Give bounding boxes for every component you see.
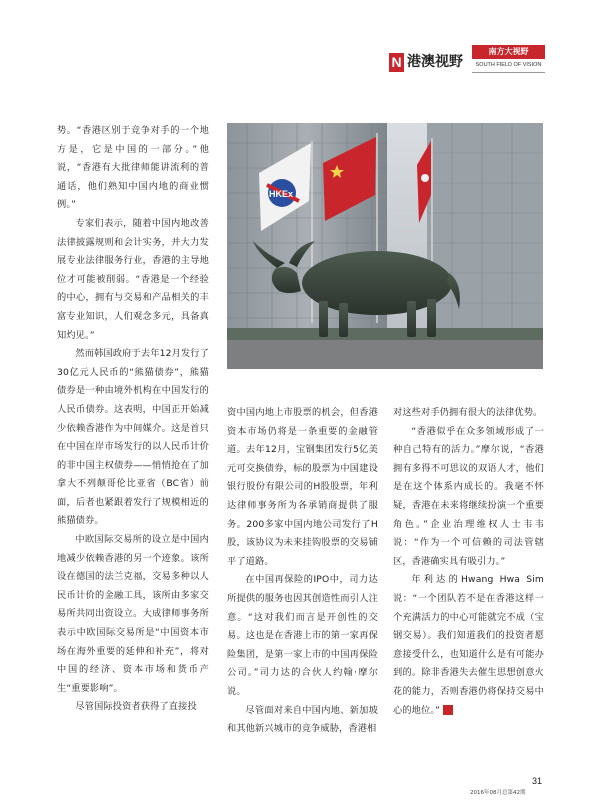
paragraph: 资中国内地上市股票的机会，但香港资本市场仍将是一条重要的金融管道。去年12月，宝钢集团发行5亿美元可交换债券，标的股票为中国建设银行股份有限公司的H股股票，年利达律师事务所为各承销商提供了服务。200多家中国内地公司发行了H股，该协议为未来挂钩股票的交易铺平了道路。 (227, 407, 378, 567)
end-mark-icon: N (443, 705, 453, 715)
magazine-header (389, 45, 549, 77)
paragraph-text: 年利达的Hwang Hwa Sim说：“一个团队若不是在香港这样一个充满活力的中心可能就完不成（宝钢交易）。我们知道我们的投资者愿意接受什么，也知道什么是有可能办到的。除非香港失去催生思想创意火花的能力，否则香港仍将保持交易中心的地位。” (393, 574, 544, 716)
section-title-en: SOUTH FIELD OF VISION (472, 59, 545, 73)
paragraph: 尽管国际投资者获得了直接投 (75, 701, 197, 713)
paragraph: 对这些对手仍拥有很大的法律优势。 (393, 407, 543, 418)
paragraph: 中欧国际交易所的设立是中国内地减少依赖香港的另一个迹象。该所设在德国的法兰克福，交易多种以人民币计价的金融工具，该所由多家交易所共同出资设立。大成律师事务所表示中欧国际交易所是“中国资本市场在海外重要的延伸和补充”，将对中国的经济、资本市场和货币产生“重要影响”。 (57, 534, 209, 694)
column-brand: 港澳视野 (407, 54, 463, 70)
paragraph: 尽管面对来自中国内地、新加坡和其他新兴城市的竞争威胁，香港相 (227, 704, 378, 735)
article-column-1 (57, 122, 209, 717)
article-column-2 (227, 404, 378, 739)
paragraph (393, 571, 544, 720)
page-number: 31 (531, 776, 542, 786)
issue-info: 2016年08月总第42期 (470, 790, 526, 796)
section-title-cn: 南方大视野 (472, 45, 545, 59)
paragraph: 然而韩国政府于去年12月发行了30亿元人民币的“熊猫债券”，熊猫债券是一种由境外机构在中国发行的人民币债券。这表明，中国正开始减少依赖香港作为中间媒介。这是首只在中国在岸市场发行的以人民币计价的非中国主权债券——悄悄抢在了加拿大不列颠哥伦比亚省（BC省）前面，后者也紧跟着发行了规模相近的熊猫债券。 (57, 348, 209, 527)
paragraph: 势。“香港区别于竞争对手的一个地方是，它是中国的一部分。”他说，“香港有大批律师能讲流利的普通话，他们熟知中国内地的商业惯例。” (57, 125, 209, 211)
paragraph: “香港似乎在众多领域形成了一种自己特有的活力。”摩尔说，“香港拥有多得不可思议的双语人才，他们是在这个体系内成长的。我毫不怀疑，香港在未来将继续扮演一个重要角色。”企业治理维权人士韦韦说：“作为一个可信赖的司法管辖区，香港确实具有吸引力。” (393, 425, 544, 567)
photo-illustration (227, 123, 543, 369)
paragraph: 专家们表示，随着中国内地改善法律披露规则和会计实务，并大力发展专业法律服务行业，香港的主导地位才可能被削弱。“香港是一个经验的中心，拥有与交易和产品相关的丰富专业知识，人们观念多元，具备真知灼见。” (57, 217, 209, 341)
hkex-flag-label: HKEx (269, 189, 294, 199)
paragraph: 在中国再保险的IPO中，司力达所提供的服务也因其创造性而引人注意。“这对我们而言是开创性的交易。这也是在香港上市的第一家再保险集团，是第一家上市的中国再保险公司。”司力达的合伙人约翰·摩尔说。 (227, 574, 378, 697)
article-column-3 (393, 404, 544, 720)
magazine-logo: N (389, 53, 404, 72)
section-tag (472, 45, 545, 74)
bull-statue-photo (227, 123, 543, 369)
